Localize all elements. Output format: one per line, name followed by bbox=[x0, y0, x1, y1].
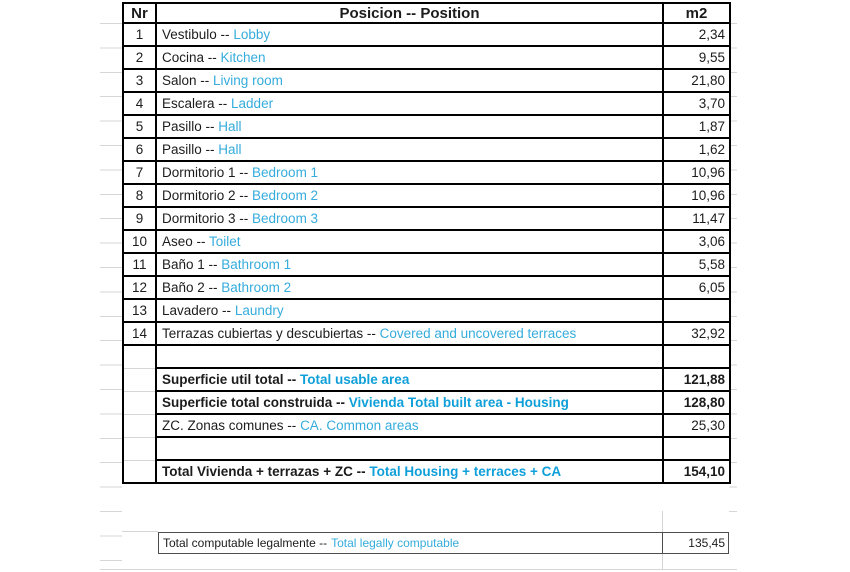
table-row bbox=[123, 276, 730, 299]
table-row bbox=[123, 69, 730, 92]
summary-es-text: Superficie util total -- bbox=[162, 371, 297, 387]
cell-m2: 11,47 bbox=[663, 207, 730, 230]
cell-position bbox=[156, 322, 663, 345]
cell-m2: 10,96 bbox=[663, 161, 730, 184]
cell-position bbox=[156, 253, 663, 276]
summary-en-text: Total Housing + terraces + CA bbox=[369, 463, 562, 479]
position-en-text: Bedroom 3 bbox=[252, 210, 319, 226]
position-en-text: Ladder bbox=[231, 95, 274, 111]
spacer-row bbox=[123, 437, 730, 460]
cell-m2: 2,34 bbox=[663, 23, 730, 46]
cell-m2: 3,06 bbox=[663, 230, 730, 253]
footer-row-legally-computable bbox=[158, 532, 729, 554]
cell-nr-empty bbox=[123, 391, 156, 414]
position-es-text: Lavadero -- bbox=[162, 302, 232, 318]
position-es-text: Dormitorio 2 -- bbox=[162, 187, 249, 203]
table-row bbox=[123, 138, 730, 161]
cell-position bbox=[156, 276, 663, 299]
cell-position bbox=[156, 161, 663, 184]
cell-m2: 32,92 bbox=[663, 322, 730, 345]
footer-m2-cell: 135,45 bbox=[662, 532, 729, 554]
cell-position-empty bbox=[156, 345, 663, 368]
position-en-text: Covered and uncovered terraces bbox=[379, 325, 577, 341]
cell-nr-empty bbox=[123, 345, 156, 368]
cell-m2: 128,80 bbox=[663, 391, 730, 414]
cell-position bbox=[156, 46, 663, 69]
summary-en-text: Total usable area bbox=[300, 371, 410, 387]
cell-nr: 1 bbox=[123, 23, 156, 46]
position-en-text: Bathroom 2 bbox=[221, 279, 292, 295]
summary-row-common-areas bbox=[123, 414, 730, 437]
cell-position bbox=[156, 184, 663, 207]
table-row bbox=[123, 322, 730, 345]
summary-en-text: Vivienda Total built area - Housing bbox=[348, 394, 569, 410]
cell-m2: 5,58 bbox=[663, 253, 730, 276]
position-es-text: Dormitorio 3 -- bbox=[162, 210, 249, 226]
summary-row-usable-area bbox=[123, 368, 730, 391]
footer-es-text: Total computable legalmente -- bbox=[163, 536, 328, 550]
cell-m2: 121,88 bbox=[663, 368, 730, 391]
cell-nr: 5 bbox=[123, 115, 156, 138]
cell-nr: 4 bbox=[123, 92, 156, 115]
table-row bbox=[123, 46, 730, 69]
header-m2: m2 bbox=[663, 3, 730, 23]
position-es-text: Salon -- bbox=[162, 72, 210, 88]
cell-nr: 12 bbox=[123, 276, 156, 299]
position-es-text: Cocina -- bbox=[162, 49, 217, 65]
footer-en-text: Total legally computable bbox=[331, 536, 460, 550]
position-es-text: Dormitorio 1 -- bbox=[162, 164, 249, 180]
position-en-text: Lobby bbox=[233, 26, 271, 42]
spacer-row bbox=[123, 345, 730, 368]
cell-m2: 3,70 bbox=[663, 92, 730, 115]
footer-position-cell bbox=[158, 532, 662, 554]
cell-m2: 10,96 bbox=[663, 184, 730, 207]
cell-position bbox=[156, 115, 663, 138]
table-row bbox=[123, 161, 730, 184]
cell-m2-empty bbox=[663, 345, 730, 368]
cell-m2: 25,30 bbox=[663, 414, 730, 437]
header-position: Posicion -- Position bbox=[156, 3, 663, 23]
cell-m2: 1,62 bbox=[663, 138, 730, 161]
table-row bbox=[123, 115, 730, 138]
position-es-text: Baño 2 -- bbox=[162, 279, 218, 295]
position-es-text: Pasillo -- bbox=[162, 141, 215, 157]
summary-row-grand-total bbox=[123, 460, 730, 483]
position-en-text: Hall bbox=[218, 118, 242, 134]
cell-m2-empty bbox=[663, 437, 730, 460]
position-en-text: Bedroom 1 bbox=[252, 164, 319, 180]
position-es-text: Aseo -- bbox=[162, 233, 206, 249]
position-en-text: Bathroom 1 bbox=[221, 256, 292, 272]
position-en-text: Living room bbox=[213, 72, 283, 88]
gridline-footer-left bbox=[122, 531, 158, 532]
header-row bbox=[123, 3, 730, 23]
cell-position bbox=[156, 414, 663, 437]
cell-nr: 7 bbox=[123, 161, 156, 184]
cell-m2: 1,87 bbox=[663, 115, 730, 138]
cell-nr: 14 bbox=[123, 322, 156, 345]
position-es-text: Pasillo -- bbox=[162, 118, 215, 134]
cell-nr: 2 bbox=[123, 46, 156, 69]
cell-nr: 10 bbox=[123, 230, 156, 253]
position-en-text: Laundry bbox=[234, 302, 284, 318]
area-table bbox=[122, 2, 731, 484]
cell-position bbox=[156, 207, 663, 230]
gridline-vertical-gap-lower bbox=[662, 554, 663, 570]
table-row bbox=[123, 253, 730, 276]
position-en-text: Kitchen bbox=[220, 49, 266, 65]
summary-en-text: CA. Common areas bbox=[300, 417, 419, 433]
table-row bbox=[123, 92, 730, 115]
cell-position bbox=[156, 92, 663, 115]
cell-m2: 6,05 bbox=[663, 276, 730, 299]
gridline-bottom bbox=[100, 569, 737, 570]
cell-nr: 8 bbox=[123, 184, 156, 207]
summary-es-text: ZC. Zonas comunes -- bbox=[162, 417, 297, 433]
cell-nr: 3 bbox=[123, 69, 156, 92]
header-nr: Nr bbox=[123, 3, 156, 23]
cell-m2: 154,10 bbox=[663, 460, 730, 483]
table-row bbox=[123, 299, 730, 322]
summary-es-text: Total Vivienda + terrazas + ZC -- bbox=[162, 463, 366, 479]
position-es-text: Baño 1 -- bbox=[162, 256, 218, 272]
gridline-vertical-gap-upper bbox=[662, 511, 663, 532]
cell-nr-empty bbox=[123, 368, 156, 391]
cell-position bbox=[156, 368, 663, 391]
cell-position bbox=[156, 138, 663, 161]
cell-nr-empty bbox=[123, 460, 156, 483]
cell-position bbox=[156, 69, 663, 92]
position-es-text: Vestibulo -- bbox=[162, 26, 230, 42]
position-en-text: Hall bbox=[218, 141, 242, 157]
cell-m2: 21,80 bbox=[663, 69, 730, 92]
cell-position bbox=[156, 391, 663, 414]
cell-m2 bbox=[663, 299, 730, 322]
cell-nr: 6 bbox=[123, 138, 156, 161]
position-en-text: Toilet bbox=[209, 233, 241, 249]
cell-nr: 9 bbox=[123, 207, 156, 230]
position-es-text: Terrazas cubiertas y descubiertas -- bbox=[162, 325, 376, 341]
cell-position bbox=[156, 299, 663, 322]
cell-position-empty bbox=[156, 437, 663, 460]
table-row bbox=[123, 230, 730, 253]
position-es-text: Escalera -- bbox=[162, 95, 228, 111]
cell-position bbox=[156, 230, 663, 253]
cell-nr-empty bbox=[123, 437, 156, 460]
position-en-text: Bedroom 2 bbox=[252, 187, 319, 203]
summary-es-text: Superficie total construida -- bbox=[162, 394, 346, 410]
table-row bbox=[123, 23, 730, 46]
cell-m2: 9,55 bbox=[663, 46, 730, 69]
summary-row-built-area bbox=[123, 391, 730, 414]
gridline-ticks-left bbox=[100, 23, 122, 571]
cell-nr: 11 bbox=[123, 253, 156, 276]
cell-nr: 13 bbox=[123, 299, 156, 322]
table-row bbox=[123, 184, 730, 207]
cell-position bbox=[156, 460, 663, 483]
cell-nr-empty bbox=[123, 414, 156, 437]
table-row bbox=[123, 207, 730, 230]
cell-position bbox=[156, 23, 663, 46]
